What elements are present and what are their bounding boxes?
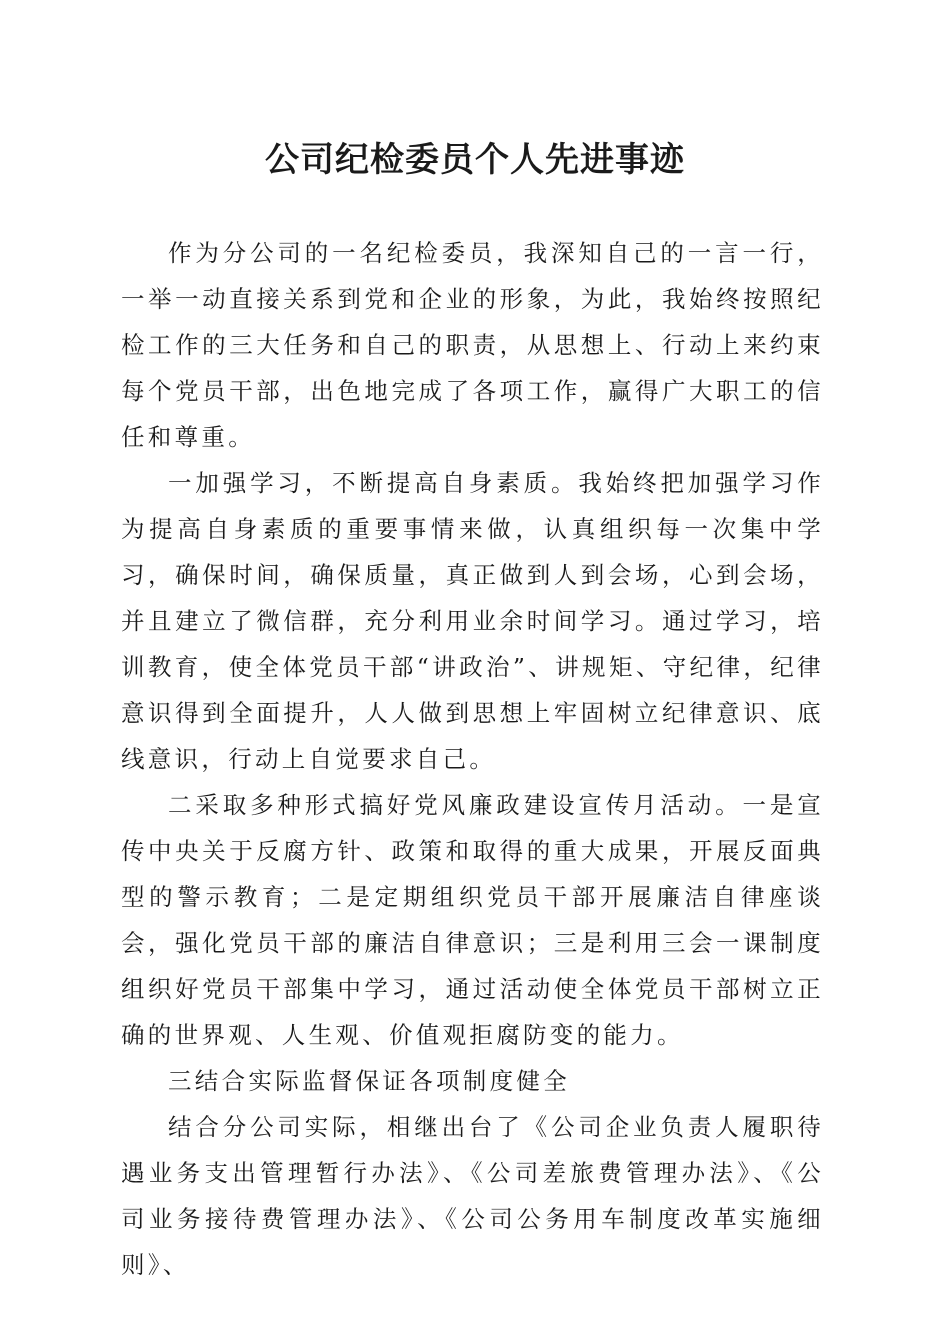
document-title: 公司纪检委员个人先进事迹	[265, 140, 685, 180]
paragraph-section-3-body: 结合分公司实际，相继出台了《公司企业负责人履职待遇业务支出管理暂行办法》、《公司差旅费管理办法》、《公司业务接待费管理办法》、《公司公务用车制度改革实施细则》、	[121, 1113, 824, 1279]
paragraph-section-2: 二采取多种形式搞好党风廉政建设宣传月活动。一是宣传中央关于反腐方针、政策和取得的重大成果，开展反面典型的警示教育；二是定期组织党员干部开展廉洁自律座谈会，强化党员干部的廉洁自律意识；三是利用三会一课制度组织好党员干部集中学习，通过活动使全体党员干部树立正确的世界观、人生观、价值观拒腐防变的能力。	[121, 791, 824, 1049]
document-body	[121, 230, 824, 1288]
paragraph-section-1: 一加强学习，不断提高自身素质。我始终把加强学习作为提高自身素质的重要事情来做，认真组织每一次集中学习，确保时间，确保质量，真正做到人到会场，心到会场，并且建立了微信群，充分利用业余时间学习。通过学习，培训教育，使全体党员干部“讲政治”、讲规矩、守纪律，纪律意识得到全面提升，人人做到思想上牢固树立纪律意识、底线意识，行动上自觉要求自己。	[121, 469, 824, 773]
paragraph-section-3-heading: 三结合实际监督保证各项制度健全	[168, 1067, 570, 1095]
paragraph-intro: 作为分公司的一名纪检委员，我深知自己的一言一行，一举一动直接关系到党和企业的形象，为此，我始终按照纪检工作的三大任务和自己的职责，从思想上、行动上来约束每个党员干部，出色地完成了各项工作，赢得广大职工的信任和尊重。	[121, 239, 824, 451]
